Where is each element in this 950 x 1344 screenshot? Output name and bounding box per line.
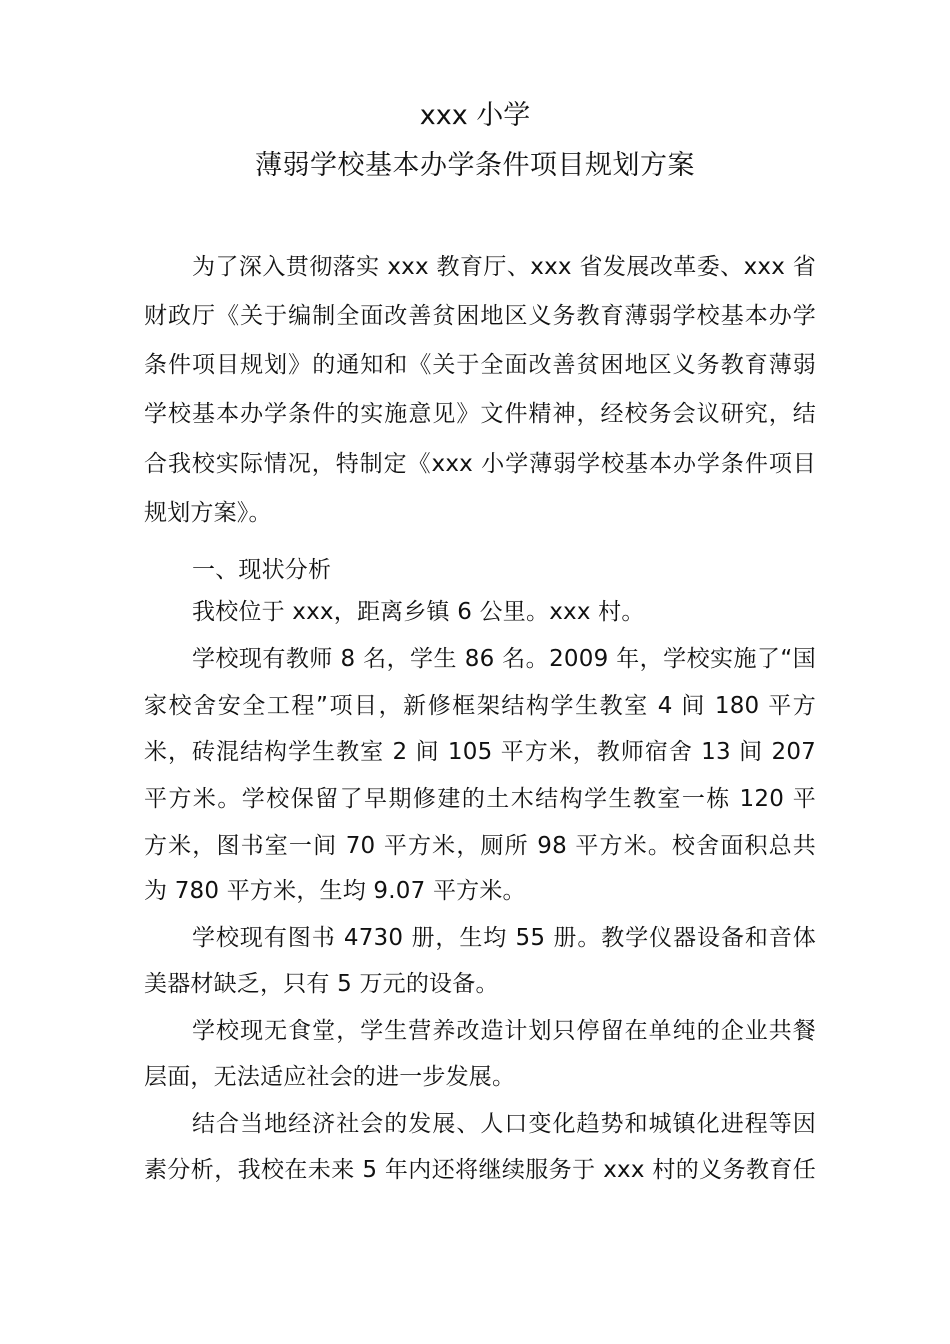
paragraph-line: 层面，无法适应社会的进一步发展。: [144, 1064, 516, 1090]
paragraph-line: 学校现有图书 4730 册，生均 55 册。教学仪器设备和音体: [192, 925, 816, 951]
paragraph-line: 美器材缺乏，只有 5 万元的设备。: [144, 971, 499, 997]
paragraph-line: 平方米。学校保留了早期修建的土木结构学生教室一栋 120 平: [144, 786, 816, 812]
document-title-plan: 薄弱学校基本办学条件项目规划方案: [255, 150, 695, 181]
paragraph-line: 方米，图书室一间 70 平方米，厕所 98 平方米。校舍面积总共: [144, 833, 816, 859]
paragraph-line: 学校现无食堂，学生营养改造计划只停留在单纯的企业共餐: [192, 1018, 816, 1044]
section-heading: 一、现状分析: [192, 557, 332, 583]
paragraph-line: 规划方案》。: [144, 500, 272, 526]
paragraph-line: 条件项目规划》的通知和《关于全面改善贫困地区义务教育薄弱: [144, 352, 816, 378]
paragraph-line: 合我校实际情况，特制定《xxx 小学薄弱学校基本办学条件项目: [144, 451, 816, 477]
paragraph-line: 家校舍安全工程”项目，新修框架结构学生教室 4 间 180 平方: [144, 693, 816, 719]
paragraph-line: 我校位于 xxx，距离乡镇 6 公里。xxx 村。: [192, 599, 645, 625]
paragraph-line: 学校基本办学条件的实施意见》文件精神，经校务会议研究，结: [144, 401, 816, 427]
paragraph-line: 素分析，我校在未来 5 年内还将继续服务于 xxx 村的义务教育任: [144, 1157, 816, 1183]
paragraph-line: 学校现有教师 8 名，学生 86 名。2009 年，学校实施了“国: [192, 646, 816, 672]
paragraph-line: 为 780 平方米，生均 9.07 平方米。: [144, 878, 526, 904]
paragraph-line: 为了深入贯彻落实 xxx 教育厅、xxx 省发展改革委、xxx 省: [192, 254, 816, 280]
paragraph-line: 结合当地经济社会的发展、人口变化趋势和城镇化进程等因: [192, 1111, 816, 1137]
paragraph-line: 米，砖混结构学生教室 2 间 105 平方米，教师宿舍 13 间 207: [144, 739, 816, 765]
paragraph-line: 财政厅《关于编制全面改善贫困地区义务教育薄弱学校基本办学: [144, 303, 816, 329]
document-title-school: xxx 小学: [419, 100, 531, 131]
